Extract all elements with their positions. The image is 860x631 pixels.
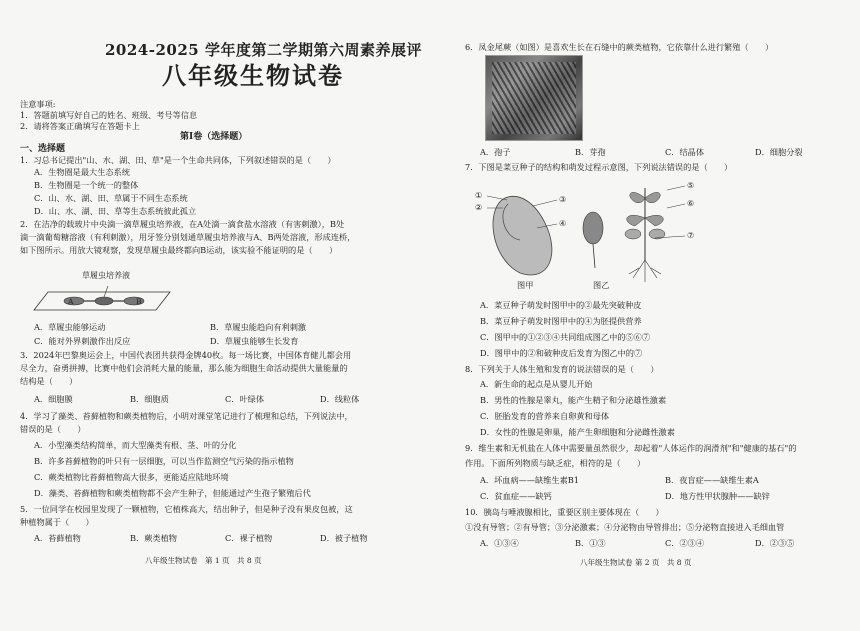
q10-option-b: B．①③ xyxy=(575,538,606,548)
q9-option-c: C．贫血症——缺钙 xyxy=(480,491,552,501)
q2-option-b: B．草履虫能趋向有利刺激 xyxy=(210,322,307,332)
notice-item-1: 1．答题前填写好自己的姓名、班级、考号等信息 xyxy=(20,110,198,120)
label-2: ② xyxy=(475,202,483,212)
label-3: ③ xyxy=(559,194,567,204)
question-7: 7．下图是菜豆种子的结构和萌发过程示意图，下列说法错误的是（ ） xyxy=(465,162,733,172)
q3-option-d: D．线粒体 xyxy=(320,394,360,404)
q8-option-a: A．新生命的起点是从婴儿开始 xyxy=(480,379,593,389)
notice-label: 注意事项: xyxy=(20,99,56,109)
q9-option-d: D．地方性甲状腺肿——缺锌 xyxy=(665,491,770,501)
q4-option-a: A．小型藻类结构简单，而大型藻类有根、茎、叶的分化 xyxy=(34,440,237,450)
figure-b-caption: 图乙 xyxy=(593,280,610,290)
q6-option-c: C．结晶体 xyxy=(665,147,705,157)
question-9-line-2: 作用。下面所列物质与缺乏症，相符的是（ ） xyxy=(465,458,646,468)
q9-option-a: A．坏血病——缺维生素B1 xyxy=(480,475,580,485)
label-6: ⑥ xyxy=(687,198,695,208)
question-9-line-1: 9．维生素和无机盐在人体中需要量虽然很少，却起着"人体运作的润滑剂"和"健康的基石"的 xyxy=(465,443,797,453)
page-footer-right: 八年级生物试卷 第 2 页 共 8 页 xyxy=(580,558,692,567)
bean-seed-figure xyxy=(475,178,705,294)
question-3-line-1: 3．2024年巴黎奥运会上，中国代表团共获得金牌40枚。每一场比赛，中国体育健儿都会用 xyxy=(20,350,352,360)
label-5: ⑤ xyxy=(687,180,695,190)
q7-option-a: A．菜豆种子萌发时图甲中的②最先突破种皮 xyxy=(480,300,642,310)
part-title: 第Ⅰ卷（选择题） xyxy=(180,132,248,142)
figure-label: 草履虫培养液 xyxy=(82,271,130,280)
q8-option-b: B．男性的性腺是睾丸，能产生精子和分泌雄性激素 xyxy=(480,395,667,405)
figure-a-caption: 图甲 xyxy=(517,280,534,290)
question-4-line-1: 4．学习了藻类、苔藓植物和蕨类植物后，小明对课堂笔记进行了梳理和总结，下列说法中， xyxy=(20,411,353,421)
question-2-line-3: 如下图所示。用放大镜观察，发现草履虫最终都向B运动，该实验不能证明的是（ ） xyxy=(20,245,338,255)
question-3-line-2: 尽全力，奋勇拼搏，比赛中他们会消耗大量的能量，那么能为细胞生命活动提供大量能量的 xyxy=(20,363,348,373)
label-1: ① xyxy=(475,190,483,200)
q10-option-d: D．②③⑤ xyxy=(755,538,795,548)
question-5-line-2: 种植物属于（ ） xyxy=(20,517,94,527)
section-title: 一、选择题 xyxy=(20,144,66,154)
q2-option-c: C．能对外界刺激作出反应 xyxy=(34,336,131,346)
q8-option-c: C．胚胎发育的营养来自卵黄和母体 xyxy=(480,411,610,421)
label-4: ④ xyxy=(559,218,567,228)
figure-point-b: B xyxy=(136,297,142,306)
question-1: 1．习总书记提出"山、水、湖、田、草"是一个生命共同体，下列叙述错误的是（ ） xyxy=(20,155,336,165)
q4-option-d: D．藻类、苔藓植物和蕨类植物都不会产生种子，但能通过产生孢子繁殖后代 xyxy=(34,488,311,498)
q1-option-b: B．生物圈是一个统一的整体 xyxy=(34,180,139,190)
paramecium-figure xyxy=(28,270,178,318)
q7-option-d: D．图甲中的②和破种皮后发育为图乙中的⑦ xyxy=(480,348,643,358)
question-10-items: ①没有导管；②有导管；③分泌激素；④分泌物由导管排出；⑤分泌物直接进入毛细血管 xyxy=(465,522,785,532)
q3-option-c: C．叶绿体 xyxy=(225,394,265,404)
q2-option-a: A．草履虫能够运动 xyxy=(34,322,106,332)
q7-option-c: C．图甲中的①②③④共同组成图乙中的⑤⑥⑦ xyxy=(480,332,651,342)
question-10: 10．胰岛与唾液腺相比，重要区别主要体现在（ ） xyxy=(465,507,664,517)
label-7: ⑦ xyxy=(687,230,695,240)
q5-option-a: A．苔藓植物 xyxy=(34,533,81,543)
question-8: 8．下列关于人体生殖和发育的说法错误的是（ ） xyxy=(465,364,659,374)
exam-subject-title: 八年级生物试卷 xyxy=(162,61,344,90)
exam-header-title: 2024-2025 学年度第二学期第六周素养展评 xyxy=(105,41,422,59)
question-3-line-3: 结构是（ ） xyxy=(20,376,78,386)
question-5-line-1: 5．一位同学在校园里发现了一颗植物，它植株高大，结出种子，但是种子没有果皮包被，这 xyxy=(20,504,353,514)
slide-diagram xyxy=(28,280,178,320)
q7-option-b: B．菜豆种子萌发时图甲中的④为胚提供营养 xyxy=(480,316,642,326)
q3-option-a: A．细胞膜 xyxy=(34,394,73,404)
question-2-line-2: 滴一滴葡萄糖溶液（有利刺激），用牙签分别划通草履虫培养液与A、B两处溶液，形成连桥， xyxy=(20,232,356,242)
q1-option-d: D．山、水、湖、田、草等生态系统彼此孤立 xyxy=(34,206,197,216)
q3-option-b: B．细胞质 xyxy=(130,394,169,404)
page-footer-left: 八年级生物试卷 第 1 页 共 8 页 xyxy=(145,556,262,565)
question-6: 6．凤金尾蕨（如图）是喜欢生长在石缝中的蕨类植物，它依靠什么进行繁殖（ ） xyxy=(465,42,774,52)
q1-option-c: C．山、水、湖、田、草属于不同生态系统 xyxy=(34,193,188,203)
q8-option-d: D．女性的性腺是卵巢，能产生卵细胞和分泌雌性激素 xyxy=(480,427,675,437)
q1-option-a: A．生物圈是最大生态系统 xyxy=(34,167,130,177)
figure-point-a: A xyxy=(68,297,74,306)
q5-option-c: C．裸子植物 xyxy=(225,533,273,543)
q4-option-b: B．许多苔藓植物的叶只有一层细胞，可以当作监测空气污染的指示植物 xyxy=(34,456,294,466)
q6-option-a: A．孢子 xyxy=(480,147,511,157)
fern-photo xyxy=(485,55,583,141)
q9-option-b: B．夜盲症——缺维生素A xyxy=(665,475,759,485)
question-4-line-2: 错误的是（ ） xyxy=(20,424,86,434)
question-2-line-1: 2．在洁净的载玻片中央滴一滴草履虫培养液，在A处滴一滴食盐水溶液（有害刺激），B处 xyxy=(20,219,345,229)
q10-option-c: C．②③④ xyxy=(665,538,705,548)
q10-option-a: A．①③④ xyxy=(480,538,519,548)
q4-option-c: C．蕨类植物比苔藓植物高大很多，更能适应陆地环境 xyxy=(34,472,229,482)
q2-option-d: D．草履虫能够生长发育 xyxy=(210,336,299,346)
notice-item-2: 2．请将答案正确填写在答题卡上 xyxy=(20,121,140,131)
q5-option-b: B．蕨类植物 xyxy=(130,533,177,543)
q6-option-b: B．芽孢 xyxy=(575,147,606,157)
seed-diagram xyxy=(475,178,705,294)
q6-option-d: D．细胞分裂 xyxy=(755,147,803,157)
q5-option-d: D．被子植物 xyxy=(320,533,368,543)
